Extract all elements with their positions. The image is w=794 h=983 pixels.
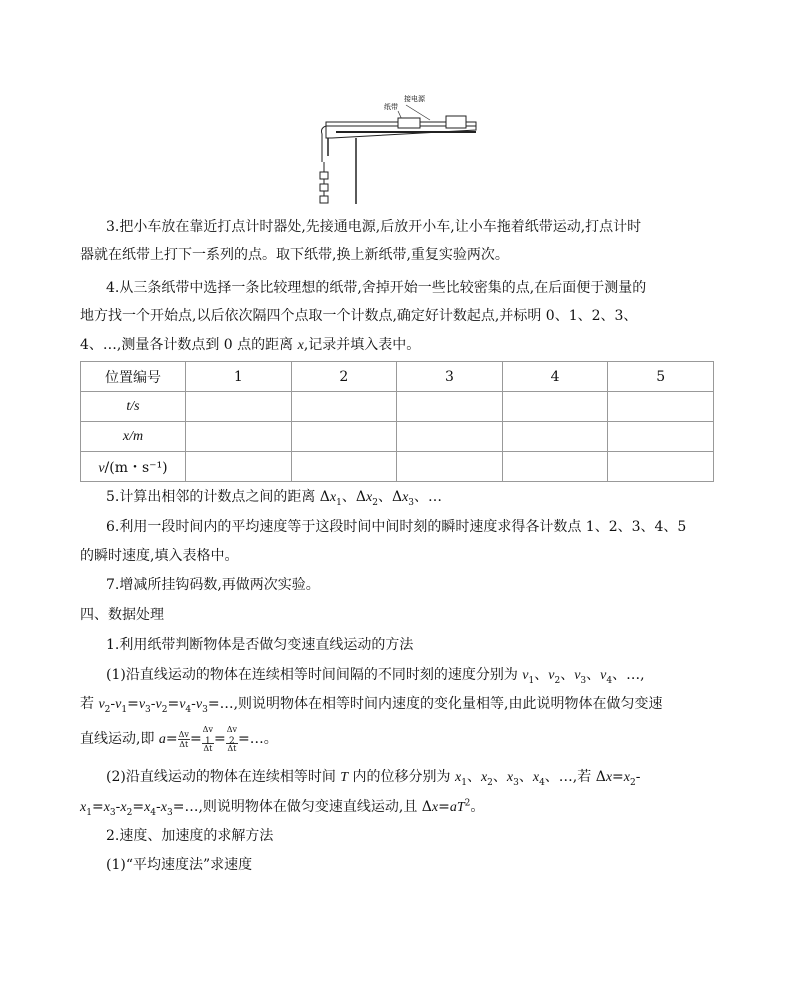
fraction: $\frac{\Delta v}{\Delta t}$ <box>178 729 189 749</box>
table-cell <box>608 452 714 482</box>
table-cell <box>186 392 292 422</box>
step4-line3: 4、…,测量各计数点到 0 点的距离 x,记录并填入表中。 <box>80 337 421 353</box>
data-table <box>80 361 714 482</box>
experiment-apparatus-figure <box>318 92 484 204</box>
section4-p1-1-line1: (1)沿直线运动的物体在连续相等时间间隔的不同时刻的速度分别为 $v_1$、$v_2$、$v_3$、$v_4$、…, <box>106 667 645 686</box>
table-cell <box>397 392 503 422</box>
fraction: Δv $_1$ Δt <box>202 725 213 753</box>
table-header-row <box>81 362 714 392</box>
column-header: 5 <box>608 362 714 392</box>
step3-line2: 器就在纸带上打下一系列的点。取下纸带,换上新纸带,重复实验两次。 <box>80 247 509 263</box>
weight-2 <box>320 184 328 191</box>
fraction: Δv $_2$ Δt <box>226 725 237 753</box>
row-label-v: v/(m・s⁻¹) <box>81 452 186 482</box>
tape-label: 纸带 <box>384 103 398 111</box>
table-cell <box>291 392 397 422</box>
table-cell <box>502 452 608 482</box>
table-row <box>81 422 714 452</box>
row-label-t: t/s <box>81 392 186 422</box>
power-label: 接电源 <box>404 95 425 103</box>
column-header: 3 <box>397 362 503 392</box>
section4-p1-title: 1.利用纸带判断物体是否做匀变速直线运动的方法 <box>106 637 414 653</box>
section4-p1-2-line1: (2)沿直线运动的物体在连续相等时间 T 内的位移分别为 $x_1$、$x_2$、$x_3$、$x_4$、…,若 $\Delta x=x_2-$ <box>106 769 641 788</box>
section4-p1-1-line2: 若 $v_2-v_1=v_3-v_2=v_4-v_3=\dots$,则说明物体在相等时间内速度的变化量相等,由此说明物体在做匀变速 <box>80 696 663 715</box>
row-label-x: x/m <box>81 422 186 452</box>
table-row <box>81 392 714 422</box>
timer <box>446 116 466 128</box>
table-cell <box>502 422 608 452</box>
section4-heading: 四、数据处理 <box>80 607 164 623</box>
pulley-string <box>322 126 327 162</box>
step3-line1: 3.把小车放在靠近打点计时器处,先接通电源,后放开小车,让小车拖着纸带运动,打点计时 <box>106 219 642 235</box>
table-cell <box>186 422 292 452</box>
section4-p2-title: 2.速度、加速度的求解方法 <box>106 828 274 844</box>
table-cell <box>186 452 292 482</box>
step4-line2: 地方找一个开始点,以后依次隔四个点取一个计数点,确定好计数起点,并标明 0、1、2、3、 <box>80 308 638 324</box>
column-header: 1 <box>186 362 292 392</box>
table-cell <box>291 422 397 452</box>
column-header: 4 <box>502 362 608 392</box>
table-cell <box>397 452 503 482</box>
table-header-label: 位置编号 <box>81 362 186 392</box>
weight-3 <box>320 196 328 203</box>
section4-p1-2-line2: $x_1=x_3-x_2=x_4-x_3=\dots$,则说明物体在做匀变速直线运动,且 $\Delta x=aT^2$。 <box>80 798 485 818</box>
weight-1 <box>320 172 328 179</box>
cart <box>398 118 420 128</box>
table-row <box>81 452 714 482</box>
section4-p1-1-line3: 直线运动,即 a= $\frac{\Delta v}{\Delta t}$ = Δv $_1$ Δt = Δv $_2$ Δt =…。 <box>80 725 278 753</box>
step4-line1: 4.从三条纸带中选择一条比较理想的纸带,舍掉开始一些比较密集的点,在后面便于测量的 <box>106 280 647 296</box>
table-cell <box>397 422 503 452</box>
table-cell <box>608 392 714 422</box>
step6-line2: 的瞬时速度,填入表格中。 <box>80 548 239 564</box>
step7: 7.增减所挂钩码数,再做两次实验。 <box>106 577 320 593</box>
table-cell <box>291 452 397 482</box>
step6-line1: 6.利用一段时间内的平均速度等于这段时间中间时刻的瞬时速度求得各计数点 1、2、3、4、5 <box>106 519 687 535</box>
column-header: 2 <box>291 362 397 392</box>
table-cell <box>608 422 714 452</box>
section4-p2-1: (1)“平均速度法”求速度 <box>106 857 253 873</box>
table-cell <box>502 392 608 422</box>
step5: 5.计算出相邻的计数点之间的距离 $\Delta x_1$、$\Delta x_2$、$\Delta x_3$、… <box>106 489 443 508</box>
